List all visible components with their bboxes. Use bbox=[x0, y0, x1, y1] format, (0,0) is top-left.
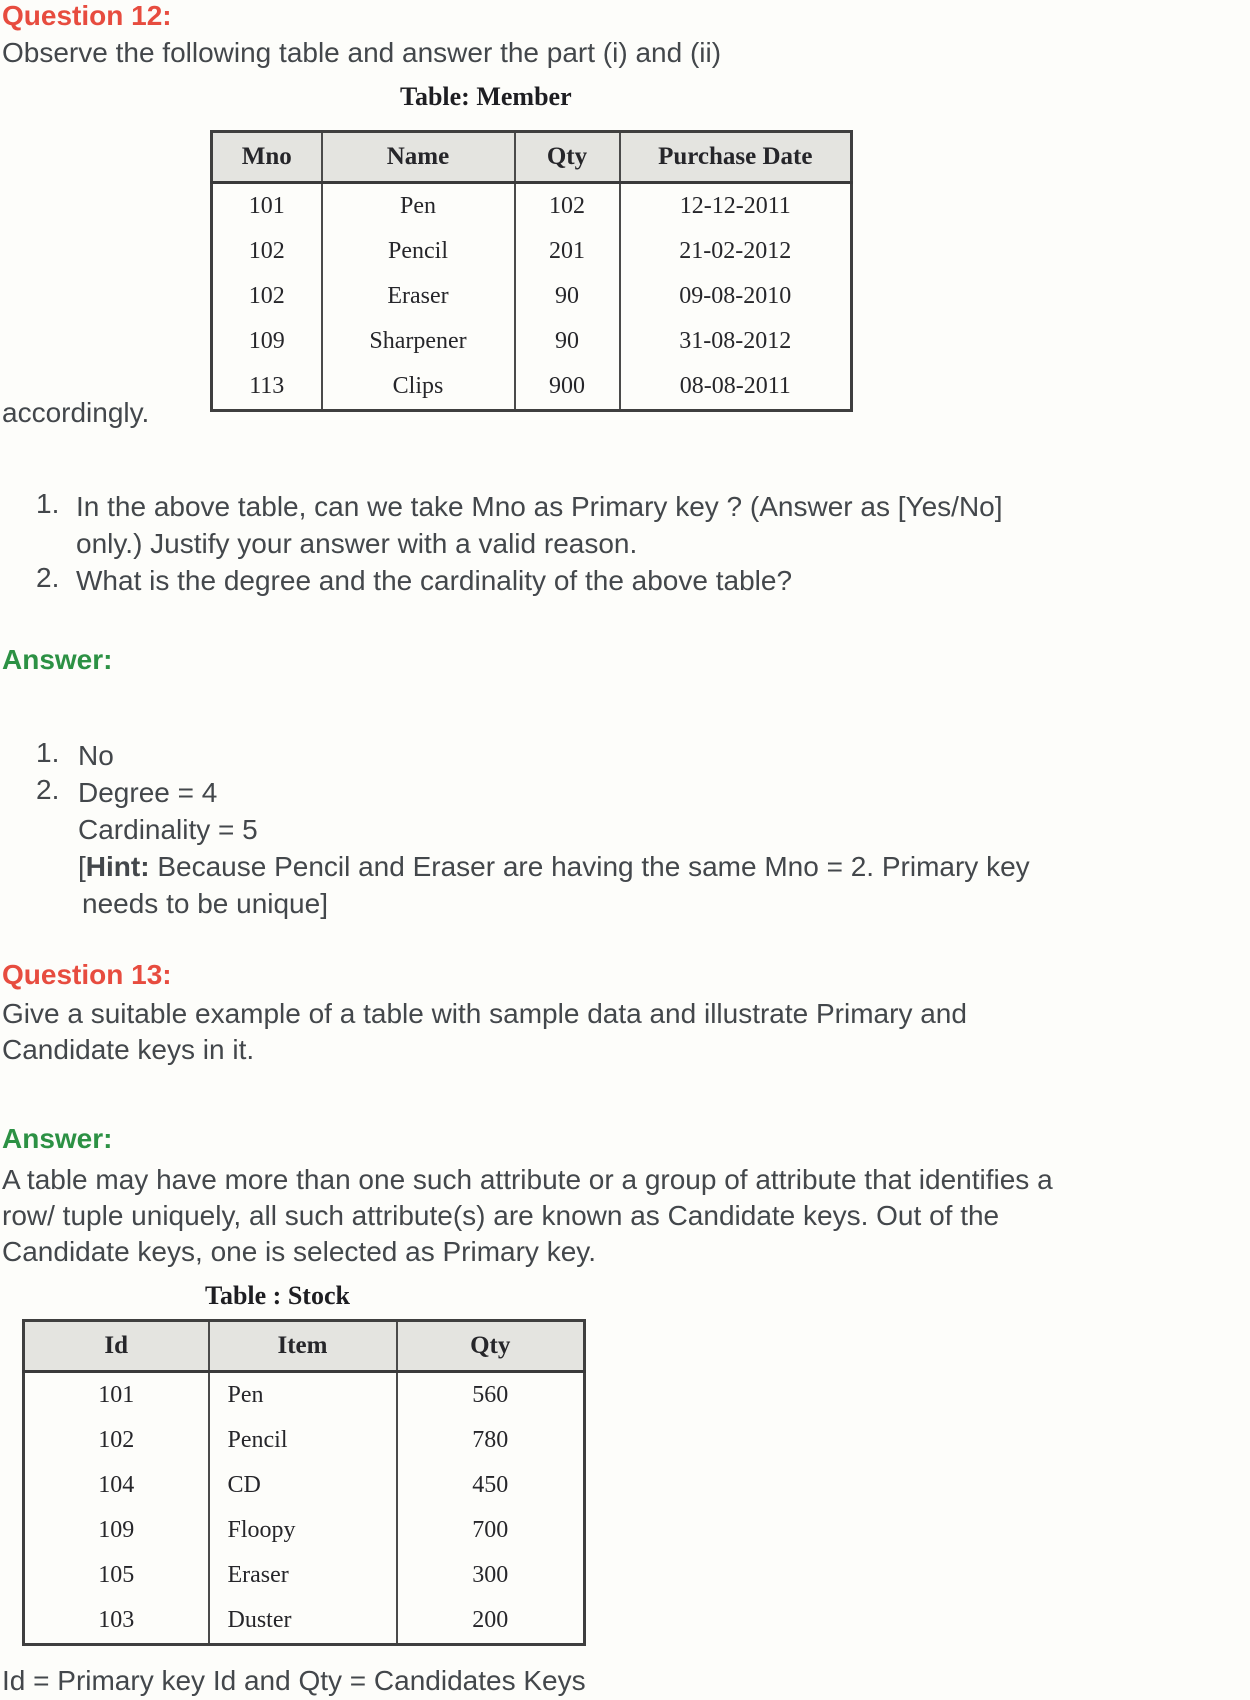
member-table-row bbox=[212, 229, 852, 274]
answer-list-item-text: Degree = 4 bbox=[78, 777, 218, 808]
table-cell: 104 bbox=[24, 1463, 209, 1508]
table-cell: 31-08-2012 bbox=[620, 319, 852, 364]
member-header-qty: Qty bbox=[515, 132, 620, 183]
table-cell: Sharpener bbox=[322, 319, 515, 364]
stock-header-id: Id bbox=[24, 1321, 209, 1372]
table-cell: Duster bbox=[209, 1598, 397, 1645]
question13-line: Candidate keys in it. bbox=[2, 1034, 255, 1065]
answer-list-item-number: 2. bbox=[36, 774, 60, 805]
question-list-item-line: only.) Justify your answer with a valid reason. bbox=[76, 528, 638, 559]
table-cell: 101 bbox=[212, 183, 322, 230]
table-cell: 102 bbox=[212, 274, 322, 319]
table-cell: 113 bbox=[212, 364, 322, 411]
stock-table-row bbox=[24, 1598, 585, 1645]
table-cell: Floopy bbox=[209, 1508, 397, 1553]
table-cell: Pencil bbox=[209, 1418, 397, 1463]
table-cell: 780 bbox=[397, 1418, 585, 1463]
answer12-heading: Answer: bbox=[2, 644, 113, 675]
answer13-heading: Answer: bbox=[2, 1123, 113, 1154]
question-list-item-line: In the above table, can we take Mno as Primary key ? (Answer as [Yes/No] bbox=[76, 491, 1003, 522]
hint-text: Because Pencil and Eraser are having the same Mno = 2. Primary key bbox=[149, 851, 1030, 882]
table-cell: 102 bbox=[24, 1418, 209, 1463]
table-cell: 21-02-2012 bbox=[620, 229, 852, 274]
table-cell: 103 bbox=[24, 1598, 209, 1645]
question-list-item-line: What is the degree and the cardinality of the above table? bbox=[76, 565, 793, 596]
stock-table bbox=[22, 1319, 586, 1646]
table-cell: 200 bbox=[397, 1598, 585, 1645]
stock-table-row bbox=[24, 1463, 585, 1508]
stock-table-row bbox=[24, 1418, 585, 1463]
table-cell: 300 bbox=[397, 1553, 585, 1598]
question12-intro: Observe the following table and answer the part (i) and (ii) bbox=[2, 37, 722, 68]
table-cell: 08-08-2011 bbox=[620, 364, 852, 411]
question-list-item-number: 2. bbox=[36, 562, 60, 593]
stock-table-row bbox=[24, 1553, 585, 1598]
question13-line: Give a suitable example of a table with sample data and illustrate Primary and bbox=[2, 998, 967, 1029]
table-cell: 900 bbox=[515, 364, 620, 411]
member-header-purchase-date: Purchase Date bbox=[620, 132, 852, 183]
table-cell: 201 bbox=[515, 229, 620, 274]
hint-line-2: needs to be unique] bbox=[82, 888, 328, 919]
table-cell: Eraser bbox=[322, 274, 515, 319]
table-cell: 700 bbox=[397, 1508, 585, 1553]
stock-header-qty: Qty bbox=[397, 1321, 585, 1372]
answer13-line: row/ tuple uniquely, all such attribute(s) are known as Candidate keys. Out of the bbox=[2, 1200, 1000, 1231]
hint-label: Hint: bbox=[85, 851, 150, 882]
table-cell: Eraser bbox=[209, 1553, 397, 1598]
table-cell: 450 bbox=[397, 1463, 585, 1508]
table-cell: 102 bbox=[212, 229, 322, 274]
answer13-line: A table may have more than one such attribute or a group of attribute that identifies a bbox=[2, 1164, 1053, 1195]
hint-line bbox=[78, 848, 1030, 885]
answer-list-item-number: 1. bbox=[36, 737, 60, 768]
stock-table-row bbox=[24, 1508, 585, 1553]
table-cell: 105 bbox=[24, 1553, 209, 1598]
member-table-header-row bbox=[212, 132, 852, 183]
table-cell: CD bbox=[209, 1463, 397, 1508]
member-table-row bbox=[212, 319, 852, 364]
table-cell: 90 bbox=[515, 274, 620, 319]
primary-key-footer: Id = Primary key Id and Qty = Candidates Keys bbox=[2, 1665, 586, 1696]
table-cell: Pencil bbox=[322, 229, 515, 274]
question12-heading: Question 12: bbox=[2, 0, 172, 31]
member-table bbox=[210, 130, 853, 412]
table-cell: Pen bbox=[209, 1372, 397, 1419]
question-list-item-number: 1. bbox=[36, 488, 60, 519]
table-cell: 109 bbox=[212, 319, 322, 364]
hint-open-bracket: [ bbox=[78, 851, 86, 882]
table-cell: 109 bbox=[24, 1508, 209, 1553]
member-table-row bbox=[212, 183, 852, 230]
table-cell: Pen bbox=[322, 183, 515, 230]
table-cell: Clips bbox=[322, 364, 515, 411]
table-cell: 560 bbox=[397, 1372, 585, 1419]
table-cell: 12-12-2011 bbox=[620, 183, 852, 230]
answer-list-item-text: No bbox=[78, 740, 114, 771]
accordingly-text: accordingly. bbox=[2, 397, 150, 428]
table-cell: 102 bbox=[515, 183, 620, 230]
stock-table-title: Table : Stock bbox=[205, 1281, 350, 1310]
member-header-mno: Mno bbox=[212, 132, 322, 183]
stock-header-item: Item bbox=[209, 1321, 397, 1372]
stock-table-header-row bbox=[24, 1321, 585, 1372]
cardinality-line: Cardinality = 5 bbox=[78, 814, 258, 845]
table-cell: 90 bbox=[515, 319, 620, 364]
member-header-name: Name bbox=[322, 132, 515, 183]
table-cell: 09-08-2010 bbox=[620, 274, 852, 319]
answer13-line: Candidate keys, one is selected as Primary key. bbox=[2, 1236, 596, 1267]
member-table-title: Table: Member bbox=[400, 82, 572, 111]
member-table-row bbox=[212, 364, 852, 411]
member-table-row bbox=[212, 274, 852, 319]
question13-heading: Question 13: bbox=[2, 959, 172, 990]
table-cell: 101 bbox=[24, 1372, 209, 1419]
stock-table-row bbox=[24, 1372, 585, 1419]
